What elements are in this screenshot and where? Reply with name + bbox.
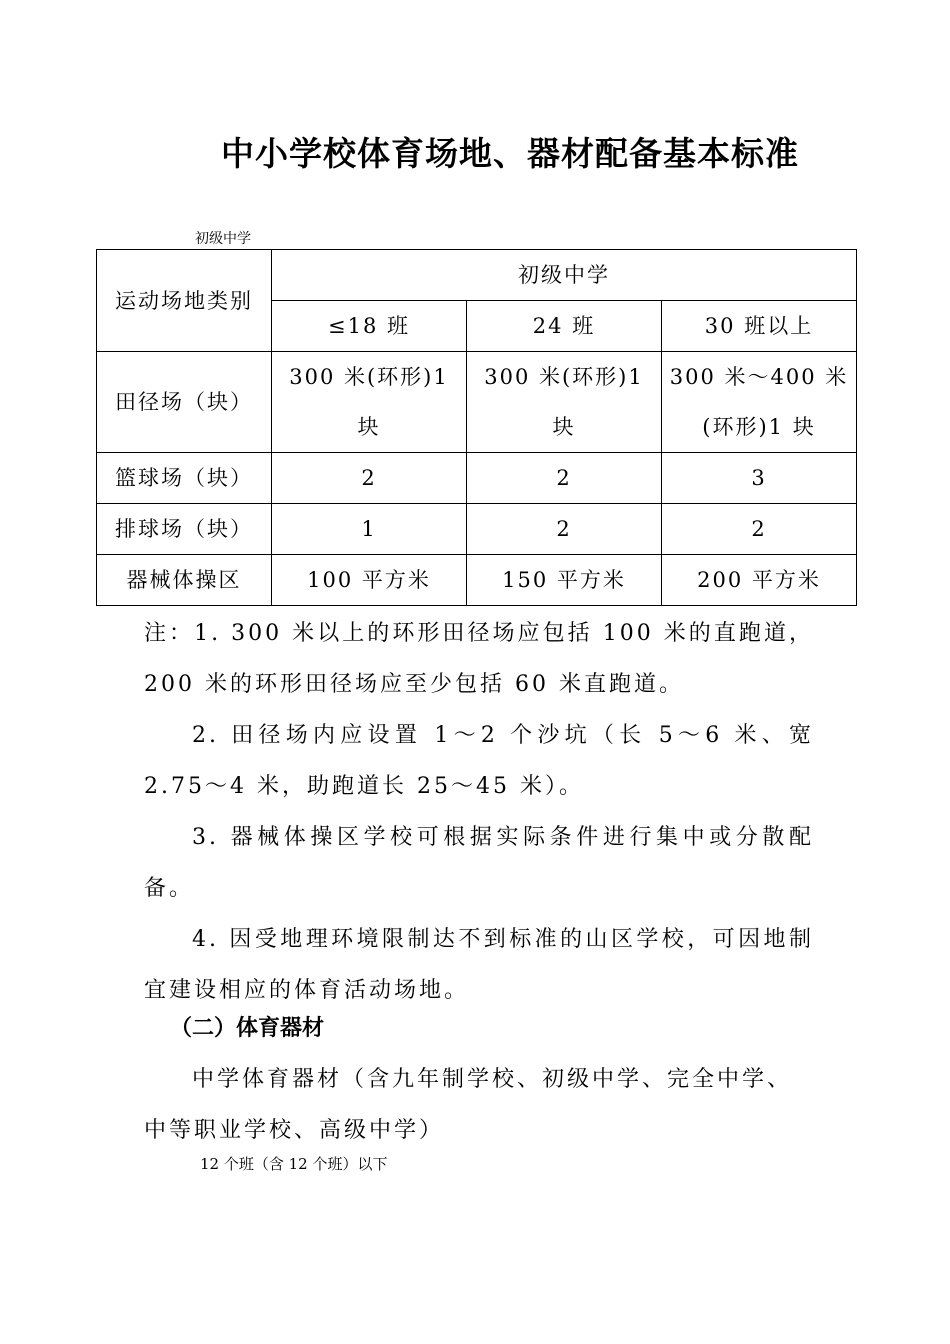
row-label: 器械体操区 xyxy=(97,555,272,606)
table-cell: 100 平方米 xyxy=(272,555,467,606)
header-col: ≤18 班 xyxy=(272,301,467,352)
header-col: 30 班以上 xyxy=(662,301,857,352)
table-cell: 300 米(环形)1 块 xyxy=(272,352,467,453)
table-cell: 150 平方米 xyxy=(467,555,662,606)
table-row xyxy=(97,504,857,555)
header-category: 运动场地类别 xyxy=(97,250,272,352)
intro-paragraph xyxy=(144,1054,814,1156)
table-cell: 2 xyxy=(272,453,467,504)
header-group: 初级中学 xyxy=(272,250,857,301)
note-4: 4. 因受地理环境限制达不到标准的山区学校，可因地制宜建设相应的体育活动场地。 xyxy=(144,927,814,1003)
table-row xyxy=(97,352,857,453)
table-caption: 初级中学 xyxy=(195,231,251,247)
section-heading: （二）体育器材 xyxy=(170,1016,325,1041)
table-cell: 300 米～400 米(环形)1 块 xyxy=(662,352,857,453)
row-label: 篮球场（块） xyxy=(97,453,272,504)
table-cell: 2 xyxy=(467,504,662,555)
footnote: 12 个班（含 12 个班）以下 xyxy=(200,1155,388,1173)
standards-table xyxy=(96,249,857,606)
note-2: 2. 田径场内应设置 1～2 个沙坑（长 5～6 米、宽 2.75～4 米，助跑道长 25～45 米）。 xyxy=(144,723,814,799)
header-col: 24 班 xyxy=(467,301,662,352)
notes xyxy=(144,608,814,1016)
table-cell: 2 xyxy=(662,504,857,555)
row-label: 排球场（块） xyxy=(97,504,272,555)
table-cell: 2 xyxy=(467,453,662,504)
table-cell: 1 xyxy=(272,504,467,555)
table-cell: 300 米(环形)1 块 xyxy=(467,352,662,453)
table-cell: 200 平方米 xyxy=(662,555,857,606)
note-3: 3. 器械体操区学校可根据实际条件进行集中或分散配备。 xyxy=(144,825,814,901)
table-cell: 3 xyxy=(662,453,857,504)
page-title: 中小学校体育场地、器材配备基本标准 xyxy=(221,134,799,173)
note-1: 注：1. 300 米以上的环形田径场应包括 100 米的直跑道，200 米的环形田径场应至少包括 60 米直跑道。 xyxy=(144,621,814,697)
row-label: 田径场（块） xyxy=(97,352,272,453)
table-row xyxy=(97,555,857,606)
table-row xyxy=(97,453,857,504)
intro-text: 中学体育器材（含九年制学校、初级中学、完全中学、中等职业学校、高级中学） xyxy=(144,1067,793,1143)
